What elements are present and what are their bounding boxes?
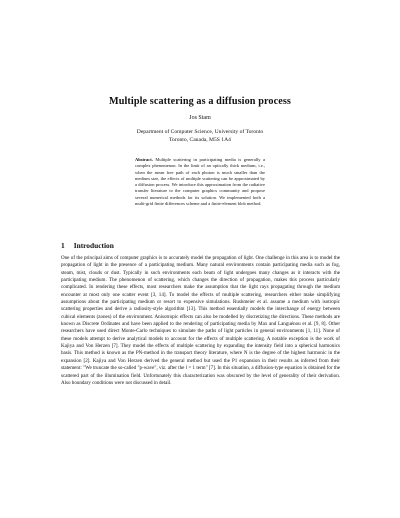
abstract (135, 157, 265, 207)
abstract-text: Multiple scattering in participating media is generally a complex phenomenon. In the limit of an optically thick medium, i.e., when the mean free path of each photon is much smaller than the medium size, the effects of multiple scattering can be approximated by a diffusion process. We introduce this approximation from the radiative transfer literature to the computer graphics community and propose several numerical methods for its solution. We implemented both a multi-grid finite differences scheme and a finite-element blob method. (135, 157, 266, 207)
abstract-label: Abstract. (135, 157, 153, 162)
body-paragraph: One of the principal aims of computer graphics is to accurately model the propagation of light. One challenge in this area is to model the propagation of light in the presence of a participating medium. Many natural environments contain participating media such as fog, steam, mist, clouds or dust. Typically in such environments each beam of light undergoes many changes as it interacts with the participating medium. The phenomenon of scattering, which changes the direction of propagation, makes this process particularly complicated. In rendering these effects, most researchers make the assumption that the light rays propagating through the medium encounter at most only one scatter event [3, 14]. To model the effects of multiple scattering, researchers either make simplifying assumptions about the participating medium or resort to expensive simulations. Rushmeier et al. assume a medium with isotropic scattering properties and derive a radiosity-style algorithm [13]. This method essentially models the interchange of energy between cubical elements (zones) of the environment. Anisotropic effects can also be modelled by discretizing the directions. These methods are known as Discrete Ordinates and have been applied to the rendering of participating media by Max and Languénou et al. [9, 8]. Other researchers have used direct Monte-Carlo techniques to simulate the paths of light particles in general environments [1, 11]. None of these models attempt to derive analytical models to account for the effects of multiple scattering. A notable exception is the work of Kajiya and Von Herzen [7]. They model the effects of multiple scattering by expanding the intensity field into a spherical harmonics basis. This method is known as the PN-method in the transport theory literature, where N is the degree of the highest harmonic in the expansion [2]. Kajiya and Von Herzen derived the general method but used the P1 expansion in their results as inferred from their statement: "We truncate the so-called "p-wave", viz. after the l = 1 term" [7]. In this situation, a diffusion-type equation is obtained for the scattered part of the illumination field. Unfortunately this characterization was obscured by the level of generality of their derivation. Also boundary conditions were not discussed in detail. (61, 255, 340, 386)
author-name: Jos Stam (189, 115, 211, 121)
section-heading (61, 241, 114, 250)
affiliation-line: Toronto, Canada, M5S 1A4 (169, 137, 231, 144)
paper-title: Multiple scattering as a diffusion process (108, 96, 291, 107)
affiliation-line: Department of Computer Science, University of Toronto (136, 129, 264, 135)
section-title: Introduction (73, 241, 114, 250)
affiliation (0, 128, 400, 144)
section-number: 1 (61, 241, 65, 250)
